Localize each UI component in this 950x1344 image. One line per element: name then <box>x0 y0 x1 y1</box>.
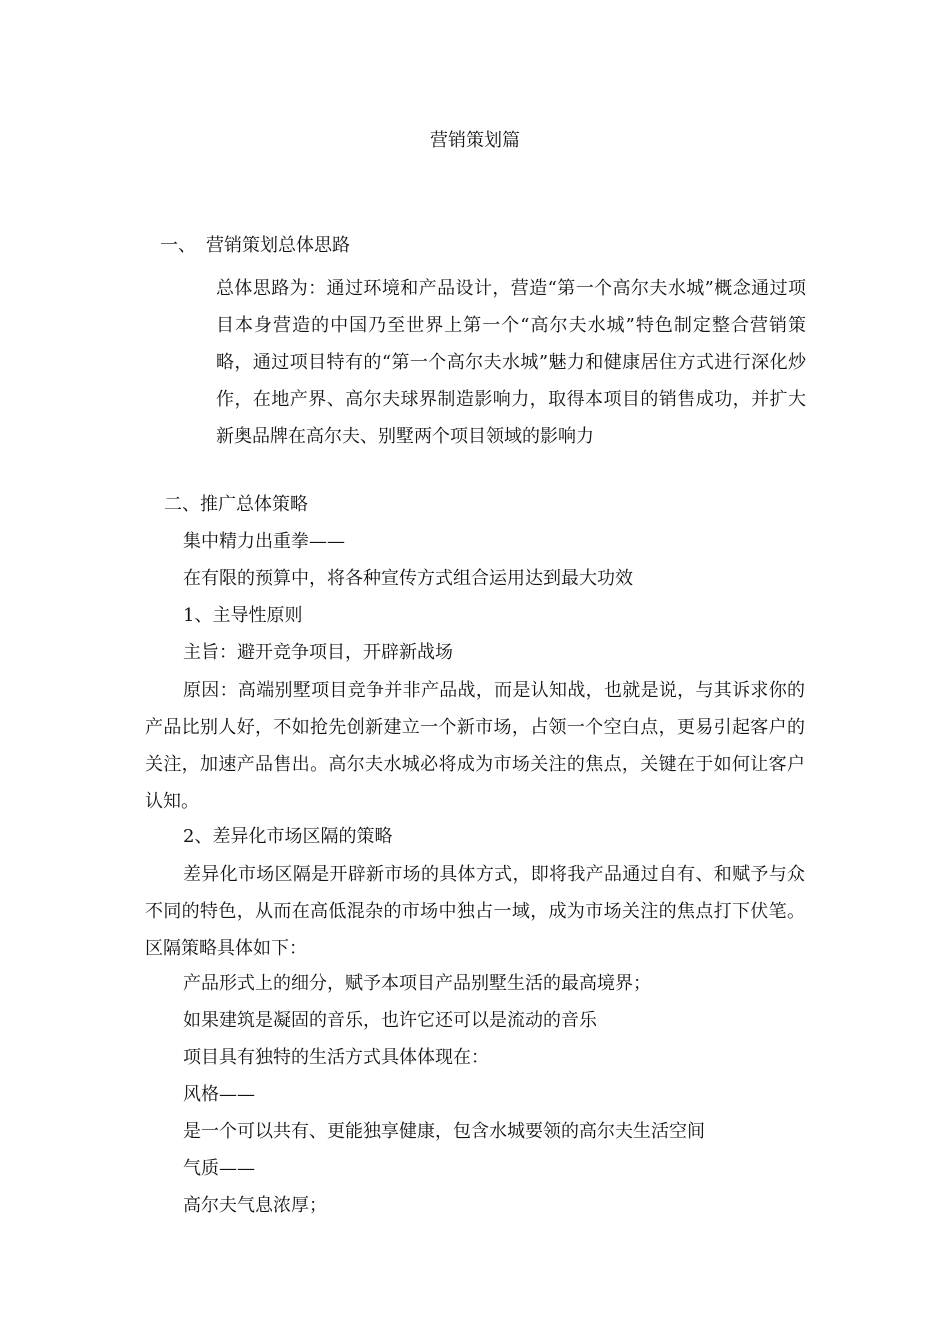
slogan-desc: 在有限的预算中，将各种宣传方式组合运用达到最大功效 <box>183 568 633 589</box>
slogan: 集中精力出重拳—— <box>183 531 345 552</box>
quality-label: 气质—— <box>183 1158 255 1179</box>
section-1-heading <box>160 234 350 258</box>
section-1-paragraph: 总体思路为：通过环境和产品设计，营造“第一个高尔夫水城”概念通过项目本身营造的中国乃至世界上第一个“高尔夫水城”特色制定整合营销策略，通过项目特有的“第一个高尔夫水城”魅力和健康居住方式进行深化炒作，在地产界、高尔夫球界制造影响力，取得本项目的销售成功，并扩大新奥品牌在高尔夫、别墅两个项目领域的影响力 <box>216 278 806 447</box>
principle-1-reason: 原因：高端别墅项目竞争并非产品战，而是认知战，也就是说，与其诉求你的产品比别人好，不如抢先创新建立一个新市场，占领一个空白点，更易引起客户的关注，加速产品售出。高尔夫水城必将成为市场关注的焦点，关键在于如何让客户认知。 <box>145 680 805 812</box>
style-desc: 是一个可以共有、更能独享健康，包含水城要领的高尔夫生活空间 <box>183 1121 705 1142</box>
style-label: 风格—— <box>183 1084 255 1105</box>
page-title: 营销策划篇 <box>430 130 520 151</box>
list-line-2: 如果建筑是凝固的音乐，也许它还可以是流动的音乐 <box>183 1010 597 1031</box>
principle-2-body: 差异化市场区隔是开辟新市场的具体方式，即将我产品通过自有、和赋予与众不同的特色，从而在高低混杂的市场中独占一域，成为市场关注的焦点打下伏笔。区隔策略具体如下： <box>145 864 805 959</box>
list-line-1: 产品形式上的细分，赋予本项目产品别墅生活的最高境界； <box>183 973 651 994</box>
principle-2-title: 2、差异化市场区隔的策略 <box>183 826 393 847</box>
list-line-3: 项目具有独特的生活方式具体体现在： <box>183 1047 489 1068</box>
section-2-heading: 二、推广总体策略 <box>164 494 308 515</box>
principle-1-title: 1、主导性原则 <box>183 605 303 626</box>
section-1-number: 一、 <box>160 235 196 256</box>
quality-desc: 高尔夫气息浓厚； <box>183 1195 327 1216</box>
principle-1-aim: 主旨：避开竞争项目，开辟新战场 <box>183 642 453 663</box>
section-1-title: 营销策划总体思路 <box>206 235 350 256</box>
